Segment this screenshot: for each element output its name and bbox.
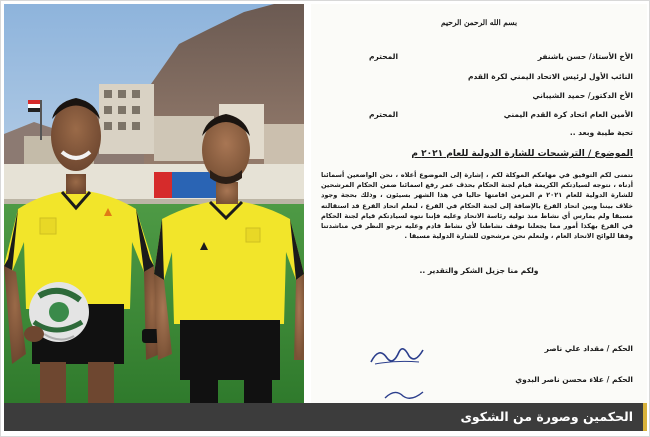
letter-addressee-2-name: الأخ الدكتور/ حميد الشيباني: [532, 91, 633, 100]
letter-closing: ولكم منا جزيل الشكر والتقدير ..: [419, 266, 539, 275]
letter-addressee-1-name: الأخ الأستاذ/ حسن باشنفر: [537, 52, 633, 61]
letter-addressee-1-honorific: المحترم: [369, 52, 399, 61]
referees-photo: [4, 4, 304, 403]
letter-basmala: بسم الله الرحمن الرحيم: [440, 18, 518, 27]
referees-photo-illustration: [4, 4, 304, 403]
letter-addressee-2-title: الأمين العام اتحاد كرة القدم اليمني: [503, 110, 633, 119]
letter-signatory-1: الحكم / مقداد علي ناصر: [544, 344, 633, 353]
signature-scribble: [369, 342, 425, 368]
signature-scribble-2: [383, 388, 427, 402]
letter-signatory-2: الحكم / علاء محسن ناصر البدوي: [515, 375, 633, 384]
complaint-letter: [311, 4, 647, 403]
image-caption: الحكمين وصورة من الشكوى: [460, 409, 633, 424]
image-caption-bar: [4, 403, 647, 431]
letter-greeting: تحية طيبة وبعد ..: [569, 128, 633, 137]
caption-accent-bar: [643, 403, 647, 431]
letter-subject: الموضوع / الترشيحات للشارة الدولية للعام ٢٠٢١ م: [411, 149, 633, 159]
letter-addressee-1-title: النائب الأول لرئيس الاتحاد اليمني لكرة القدم: [467, 72, 633, 81]
letter-body: نتمنى لكم التوفيق في مهامكم الموكلة لكم ، إشارة إلى الموضوع أعلاه ، نحن الواضعين أسمائنا أدناه ، نتوجه لسيادتكم الكريمة قيام لجنة الحكام بحذف عمر رفع اسمائنا ضمن الحكام المرشحين للشارة الدولية للعام ٢٠٢١ م المزمن اقامتها حاليا في هذا الشهر بسيئون ، وذلك بحجة وجود خلاف بيننا وبين اتحاد الفرع بالإضافة إلى لجنة الحكام في الفرع ، لنعلم اتحاد الفرع قد استقالته مسبقا ولم يمارس أي نشاط منذ توليه رئاسة الاتحاد وعليه فإننا نتوه لسيادتكم قيام لجنة الحكام في الفرع بهكذا أمور مما يجعلنا نوقف نشاطنا لأي نشاط قادم وعليه نرجو النظر في مناشدتنا وفقا للوائح الاتحاد العام ، ولنعلم نحن مرشحون للشارة الدولية مسبقا .: [321, 171, 633, 241]
letter-addressee-2-honorific: المحترم: [369, 110, 399, 119]
